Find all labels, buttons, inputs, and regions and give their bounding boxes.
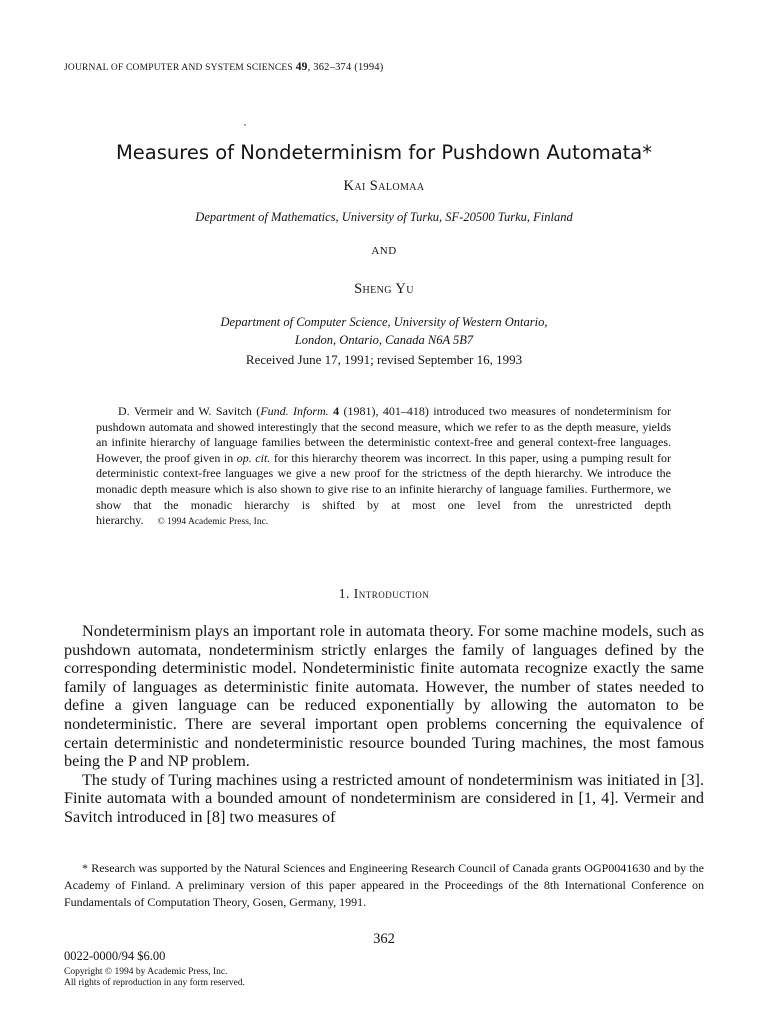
running-head: [64, 61, 704, 73]
author-affiliation: [0, 313, 768, 349]
section-number: 1.: [338, 586, 350, 601]
abstract: [96, 404, 671, 531]
affiliation-line: Department of Computer Science, University of Western Ontario,: [220, 315, 548, 329]
copyright-line: All rights of reproduction in any form reserved.: [64, 978, 245, 988]
author-name: Kai Salomaa: [343, 178, 425, 194]
scan-speck: [244, 124, 246, 126]
abstract-text: (1981), 401–418) introduced two measures of nondeterminism for pushdown automata and showed interestingly that the second measure, which we refer to as the depth measure, yields an infinite hierarchy of language families between the deterministic context-free and general context-free languages. However, the proof given in: [96, 404, 672, 465]
abstract-text: D. Vermeir and W. Savitch (: [118, 404, 261, 418]
copyright-line: Copyright © 1994 by Academic Press, Inc.: [64, 967, 228, 977]
footnote: * Research was supported by the Natural Sciences and Engineering Research Council of Canada grants OGP0041630 and by the Academy of Finland. A preliminary version of this paper appeared in the Proceedings of the 8th International Conference on Fundamentals of Computation Theory, Gosen, Germany, 1991.: [64, 861, 704, 909]
body-paragraph: Nondeterminism plays an important role in automata theory. For some machine models, such as pushdown automata, nondeterminism strictly enlarges the family of languages defined by the corresponding deterministic model. Nondeterministic finite automata recognize exactly the same family of languages as deterministic finite automata. However, the number of states needed to define a given language can be reduced exponentially by allowing the automaton to be nondeterministic. There are several important open problems concerning the equivalence of certain deterministic and nondeterministic resource bounded Turing machines, the most famous being the P and NP problem.: [64, 622, 704, 771]
author-affiliation: [0, 208, 768, 226]
affiliation-line: London, Ontario, Canada N6A 5B7: [294, 333, 474, 347]
abstract-journal-ref: Fund. Inform.: [260, 404, 329, 418]
page-number: 362: [373, 931, 395, 947]
paper-title: Measures of Nondeterminism for Pushdown Automata*: [115, 141, 653, 164]
affiliation-line: Department of Mathematics, University of Turku, SF-20500 Turku, Finland: [195, 210, 573, 224]
body-paragraph: The study of Turing machines using a restricted amount of nondeterminism was initiated in [3]. Finite automata with a bounded amount of nondeterminism are considered in [1, 4]. Vermeir and Savitch introduced in [8] two measures of: [64, 770, 704, 826]
copyright-notice: [64, 967, 464, 989]
author-name: Sheng Yu: [354, 281, 414, 297]
section-title: Introduction: [353, 586, 430, 601]
journal-pages: , 362–374 (1994): [307, 62, 384, 73]
abstract-op-cit: op. cit.: [236, 450, 271, 465]
body-text: [64, 622, 704, 827]
author-separator: AND: [371, 245, 397, 257]
journal-volume: 49: [295, 61, 308, 73]
abstract-copyright: © 1994 Academic Press, Inc.: [157, 517, 269, 528]
abstract-volume: 4: [328, 404, 340, 418]
article-code: 0022-0000/94 $6.00: [64, 949, 166, 963]
section-heading: [0, 586, 768, 602]
received-dates: Received June 17, 1991; revised September 16, 1993: [245, 352, 523, 367]
journal-name: JOURNAL OF COMPUTER AND SYSTEM SCIENCES: [64, 63, 293, 73]
abstract-text: for this hierarchy theorem was incorrect. In this paper, using a pumping result for deterministic context-free languages we give a new proof for the strictness of the depth hierarchy. We introduce the monadic depth measure which is also shown to give rise to an infinite hierarchy of language families. Furthermore, we show that the monadic hierarchy is shifted by at most one level from the unrestricted depth hierarchy.: [96, 450, 672, 528]
